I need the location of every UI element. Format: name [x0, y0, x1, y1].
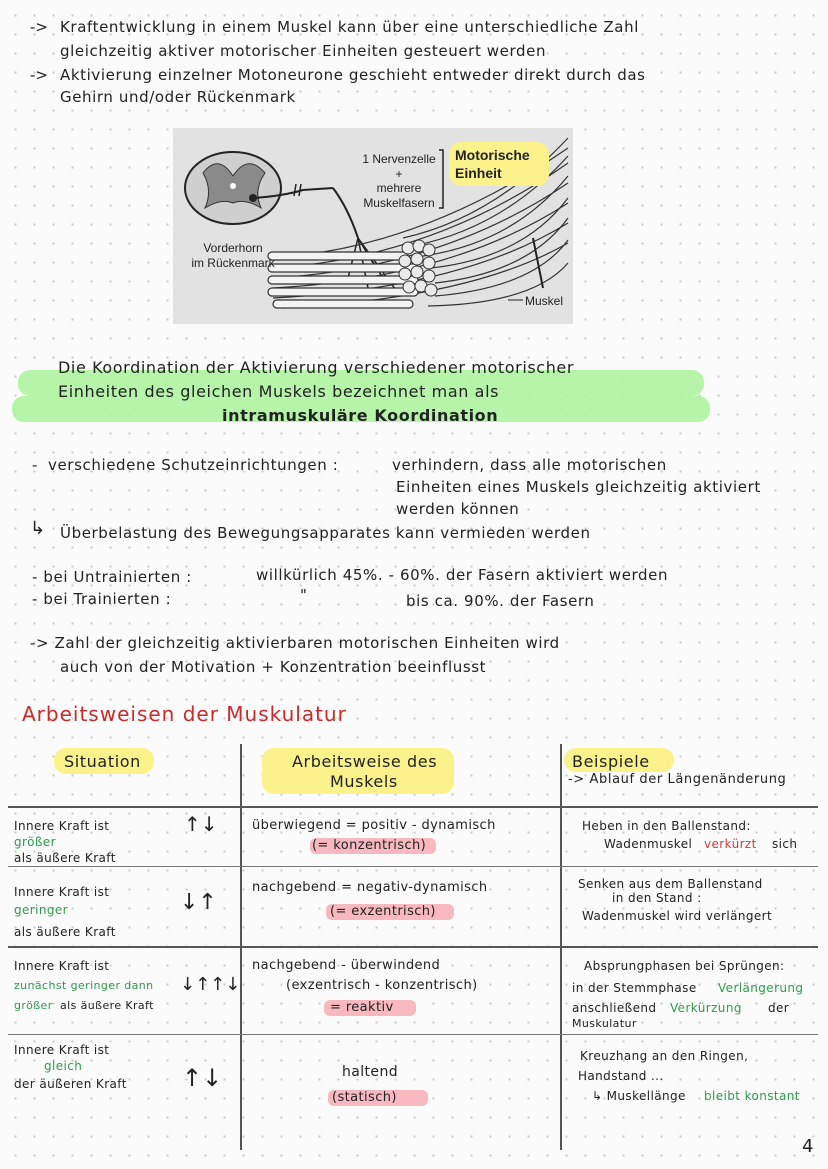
header-examples-1: Beispiele [572, 752, 650, 771]
row4-example-3b: bleibt konstant [704, 1089, 800, 1103]
ditto-mark: " [300, 586, 308, 604]
row2-example-3: Wadenmuskel wird verlängert [582, 909, 773, 923]
row1-mode-2: (= konzentrisch) [312, 838, 427, 853]
row3-example-3c: der [768, 1001, 790, 1015]
motor-unit-figure [173, 128, 573, 324]
table-divider [8, 1034, 818, 1035]
motivation-line-2: auch von der Motivation + Konzentration beeinflusst [60, 658, 487, 676]
row2-mode-2: (= exzentrisch) [330, 904, 436, 919]
protection-label: verschiedene Schutzeinrichtungen : [48, 456, 339, 474]
row3-situation-2: zunächst geringer dann [14, 979, 154, 992]
header-situation: Situation [64, 752, 141, 771]
row3-example-4: Muskulatur [572, 1017, 637, 1030]
row1-mode-1: überwiegend = positiv - dynamisch [252, 818, 496, 833]
header-mode-1: Arbeitsweise des [292, 752, 438, 771]
row3-mode-2: (exzentrisch - konzentrisch) [286, 978, 478, 993]
row2-example-1: Senken aus dem Ballenstand [578, 877, 763, 891]
header-mode-2: Muskels [330, 772, 398, 791]
protection-dash: - [32, 456, 39, 474]
figure-label-nerve: 1 Nervenzelle [362, 152, 436, 166]
trained-label: - bei Trainierten : [32, 590, 172, 608]
row1-situation-1: Innere Kraft ist [14, 819, 110, 833]
row3-direction-symbol: ↓↑↑↓ [180, 974, 241, 995]
intro-line-3: Aktivierung einzelner Motoneurone geschieht entweder direkt durch das [60, 66, 646, 84]
trained-value: bis ca. 90%. der Fasern [406, 592, 595, 610]
intro-line-4: Gehirn und/oder Rückenmark [60, 88, 296, 106]
figure-label-horn-1: Vorderhorn [203, 241, 263, 255]
row3-example-3b: Verkürzung [670, 1001, 742, 1015]
row4-example-3a: ↳ Muskellänge [592, 1089, 686, 1103]
row4-example-1: Kreuzhang an den Ringen, [580, 1049, 749, 1063]
motivation-line-1: -> Zahl der gleichzeitig aktivierbaren motorischen Einheiten wird [30, 634, 560, 652]
row1-example-2a: Wadenmuskel [604, 837, 693, 851]
header-examples-2: -> Ablauf der Längenänderung [568, 772, 787, 787]
table-divider [8, 806, 818, 808]
row3-situation-1: Innere Kraft ist [14, 959, 110, 973]
row3-situation-4: als äußere Kraft [60, 999, 154, 1012]
untrained-value: willkürlich 45%. - 60%. der Fasern aktiviert werden [256, 566, 669, 584]
row4-situation-2: gleich [44, 1059, 83, 1073]
row1-situation-2: größer [14, 835, 56, 849]
row2-mode-1: nachgebend = negativ-dynamisch [252, 880, 488, 895]
intro-line-2: gleichzeitig aktiver motorischer Einheiten gesteuert werden [60, 42, 547, 60]
untrained-label: - bei Untrainierten : [32, 568, 192, 586]
figure-label-motor-1: Motorische [455, 147, 530, 163]
row2-direction-symbol: ↓↑ [180, 890, 217, 915]
row3-situation-3: größer [14, 999, 53, 1012]
protection-text-3: werden können [396, 500, 520, 518]
table-divider [8, 866, 818, 867]
bullet-arrow: -> [30, 18, 48, 36]
definition-line-3: intramuskuläre Koordination [222, 406, 499, 425]
intro-line-1: Kraftentwicklung in einem Muskel kann über eine unterschiedliche Zahl [60, 18, 639, 36]
protection-text-2: Einheiten eines Muskels gleichzeitig aktiviert [396, 478, 761, 496]
row2-situation-2: geringer [14, 903, 69, 917]
definition-line-2: Einheiten des gleichen Muskels bezeichnet man als [58, 382, 500, 401]
row2-example-2: in den Stand : [612, 891, 702, 905]
page-number: 4 [802, 1136, 815, 1157]
row1-direction-symbol: ↑↓ [184, 812, 218, 836]
row3-example-1: Absprungphasen bei Sprüngen: [584, 959, 785, 973]
row3-example-2b: Verlängerung [718, 981, 804, 995]
section-title: Arbeitsweisen der Muskulatur [22, 702, 347, 726]
protection-consequence: Überbelastung des Bewegungsapparates kann vermieden werden [60, 524, 591, 542]
row3-mode-3: = reaktiv [330, 1000, 394, 1015]
figure-label-horn-2: im Rückenmark [191, 256, 275, 270]
figure-label-muscle: Muskel [525, 294, 564, 308]
figure-label-plus: + [395, 167, 403, 181]
row1-example-1: Heben in den Ballenstand: [582, 819, 751, 833]
row4-situation-1: Innere Kraft ist [14, 1043, 110, 1057]
row4-mode-2: (statisch) [332, 1090, 397, 1105]
row2-situation-1: Innere Kraft ist [14, 885, 110, 899]
row3-example-2a: in der Stemmphase [572, 981, 697, 995]
row4-direction-symbol: ↑↓ [182, 1064, 223, 1092]
row1-situation-3: als äußere Kraft [14, 851, 116, 865]
row1-example-2c: sich [772, 837, 798, 851]
protection-text-1: verhindern, dass alle motorischen [392, 456, 667, 474]
table-divider [8, 946, 818, 948]
row3-example-3a: anschließend [572, 1001, 657, 1015]
row4-example-2: Handstand ... [578, 1069, 664, 1083]
figure-label-fibers-2: Muskelfasern [363, 196, 435, 210]
consequence-arrow: ↳ [30, 518, 46, 539]
row2-situation-3: als äußere Kraft [14, 925, 116, 939]
row4-mode-1: haltend [342, 1064, 399, 1080]
figure-label-motor-2: Einheit [455, 165, 502, 181]
figure-label-fibers-1: mehrere [376, 181, 422, 195]
row3-mode-1: nachgebend - überwindend [252, 958, 441, 973]
bullet-arrow: -> [30, 66, 48, 84]
row4-situation-3: der äußeren Kraft [14, 1077, 127, 1091]
definition-line-1: Die Koordination der Aktivierung verschiedener motorischer [58, 358, 575, 377]
row1-example-2b: verkürzt [704, 837, 757, 851]
